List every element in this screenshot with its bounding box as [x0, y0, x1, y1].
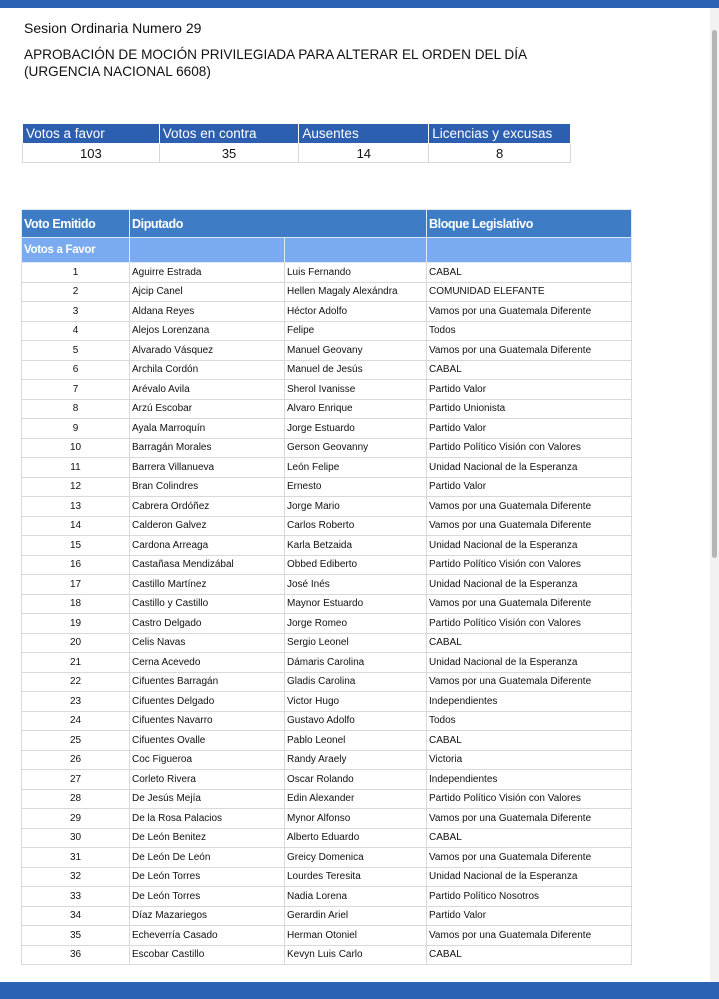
given-name-cell: Alberto Eduardo [285, 828, 427, 848]
bloc-cell: Vamos por una Guatemala Diferente [427, 516, 632, 536]
table-row [22, 926, 632, 946]
table-row [22, 516, 632, 536]
given-name-cell: Kevyn Luis Carlo [285, 945, 427, 965]
surname-cell: Archila Cordón [130, 360, 285, 380]
summary-value-row [23, 144, 571, 163]
vote-number: 24 [22, 711, 130, 731]
surname-cell: Aldana Reyes [130, 302, 285, 322]
given-name-cell: Karla Betzaida [285, 536, 427, 556]
vote-number: 15 [22, 536, 130, 556]
surname-cell: Arzú Escobar [130, 399, 285, 419]
given-name-cell: Felipe [285, 321, 427, 341]
bloc-cell: Vamos por una Guatemala Diferente [427, 497, 632, 517]
vote-number: 35 [22, 926, 130, 946]
table-row [22, 282, 632, 302]
surname-cell: Arévalo Avila [130, 380, 285, 400]
vote-number: 23 [22, 692, 130, 712]
surname-cell: Echeverría Casado [130, 926, 285, 946]
section-row-votos-a-favor [22, 238, 632, 263]
surname-cell: Cifuentes Delgado [130, 692, 285, 712]
summary-header-contra: Votos en contra [159, 124, 299, 144]
vote-number: 25 [22, 731, 130, 751]
bloc-cell: Partido Unionista [427, 399, 632, 419]
bloc-cell: Partido Valor [427, 380, 632, 400]
motion-title-line-1: APROBACIÓN DE MOCIÓN PRIVILEGIADA PARA ALTERAR EL ORDEN DEL DÍA [24, 47, 528, 62]
surname-cell: Celis Navas [130, 633, 285, 653]
given-name-cell: Herman Otoniel [285, 926, 427, 946]
table-row [22, 770, 632, 790]
surname-cell: Corleto Rivera [130, 770, 285, 790]
bloc-cell: CABAL [427, 731, 632, 751]
surname-cell: Coc Figueroa [130, 750, 285, 770]
motion-title-line-2: (URGENCIA NACIONAL 6608) [24, 64, 211, 79]
bloc-cell: Vamos por una Guatemala Diferente [427, 809, 632, 829]
surname-cell: De León Torres [130, 887, 285, 907]
bloc-cell: Independientes [427, 770, 632, 790]
surname-cell: Bran Colindres [130, 477, 285, 497]
given-name-cell: Dámaris Carolina [285, 653, 427, 673]
table-row [22, 809, 632, 829]
bloc-cell: Todos [427, 711, 632, 731]
surname-cell: Alvarado Vásquez [130, 341, 285, 361]
table-row [22, 321, 632, 341]
bloc-cell: CABAL [427, 945, 632, 965]
bloc-cell: Unidad Nacional de la Esperanza [427, 575, 632, 595]
bloc-cell: Partido Valor [427, 419, 632, 439]
given-name-cell: Maynor Estuardo [285, 594, 427, 614]
table-row [22, 555, 632, 575]
vote-number: 12 [22, 477, 130, 497]
bloc-cell: Vamos por una Guatemala Diferente [427, 341, 632, 361]
votes-header-row [22, 210, 632, 238]
vote-number: 8 [22, 399, 130, 419]
table-row [22, 906, 632, 926]
surname-cell: Ajcip Canel [130, 282, 285, 302]
section-empty-cell [285, 238, 427, 263]
vote-number: 2 [22, 282, 130, 302]
surname-cell: Cabrera Ordóñez [130, 497, 285, 517]
vote-number: 33 [22, 887, 130, 907]
session-label: Sesion Ordinaria Numero 29 [24, 20, 202, 36]
vote-number: 9 [22, 419, 130, 439]
summary-header-ausentes: Ausentes [299, 124, 429, 144]
given-name-cell: Carlos Roberto [285, 516, 427, 536]
table-row [22, 302, 632, 322]
vote-number: 19 [22, 614, 130, 634]
surname-cell: Escobar Castillo [130, 945, 285, 965]
summary-value-favor: 103 [23, 144, 160, 163]
vote-number: 22 [22, 672, 130, 692]
given-name-cell: Obbed Ediberto [285, 555, 427, 575]
summary-header-favor: Votos a favor [23, 124, 160, 144]
given-name-cell: Gladis Carolina [285, 672, 427, 692]
bloc-cell: Partido Político Visión con Valores [427, 555, 632, 575]
bloc-cell: Vamos por una Guatemala Diferente [427, 594, 632, 614]
given-name-cell: Lourdes Teresita [285, 867, 427, 887]
bloc-cell: Victoria [427, 750, 632, 770]
bottom-bar [0, 982, 719, 999]
table-row [22, 672, 632, 692]
bloc-cell: CABAL [427, 633, 632, 653]
surname-cell: Díaz Mazariegos [130, 906, 285, 926]
scrollbar-thumb[interactable] [712, 30, 717, 558]
given-name-cell: Jorge Estuardo [285, 419, 427, 439]
scrollbar-track[interactable] [710, 8, 719, 982]
summary-header-licencias: Licencias y excusas [429, 124, 571, 144]
vote-number: 14 [22, 516, 130, 536]
surname-cell: Barragán Morales [130, 438, 285, 458]
table-row [22, 458, 632, 478]
section-empty-cell [427, 238, 632, 263]
bloc-cell: Partido Político Nosotros [427, 887, 632, 907]
given-name-cell: José Inés [285, 575, 427, 595]
given-name-cell: Luis Fernando [285, 263, 427, 283]
vote-number: 5 [22, 341, 130, 361]
bloc-cell: Vamos por una Guatemala Diferente [427, 926, 632, 946]
vote-number: 4 [22, 321, 130, 341]
bloc-cell: CABAL [427, 263, 632, 283]
given-name-cell: León Felipe [285, 458, 427, 478]
section-label: Votos a Favor [22, 238, 130, 263]
top-bar [0, 0, 719, 8]
table-row [22, 575, 632, 595]
bloc-cell: Vamos por una Guatemala Diferente [427, 302, 632, 322]
table-row [22, 867, 632, 887]
table-row [22, 711, 632, 731]
votes-table-body [22, 263, 632, 965]
bloc-cell: CABAL [427, 828, 632, 848]
vote-number: 18 [22, 594, 130, 614]
vote-number: 26 [22, 750, 130, 770]
table-row [22, 828, 632, 848]
vote-number: 10 [22, 438, 130, 458]
vote-number: 27 [22, 770, 130, 790]
bloc-cell: Unidad Nacional de la Esperanza [427, 458, 632, 478]
vote-number: 3 [22, 302, 130, 322]
bloc-cell: Partido Político Visión con Valores [427, 614, 632, 634]
table-row [22, 399, 632, 419]
table-row [22, 477, 632, 497]
table-row [22, 731, 632, 751]
vote-summary-table [22, 123, 571, 163]
surname-cell: Castañasa Mendizábal [130, 555, 285, 575]
given-name-cell: Gustavo Adolfo [285, 711, 427, 731]
vote-number: 7 [22, 380, 130, 400]
bloc-cell: CABAL [427, 360, 632, 380]
vote-number: 32 [22, 867, 130, 887]
given-name-cell: Oscar Rolando [285, 770, 427, 790]
header-bloque: Bloque Legislativo [427, 210, 632, 238]
vote-number: 36 [22, 945, 130, 965]
vote-number: 29 [22, 809, 130, 829]
bloc-cell: Unidad Nacional de la Esperanza [427, 536, 632, 556]
surname-cell: De León De León [130, 848, 285, 868]
bloc-cell: Partido Político Visión con Valores [427, 438, 632, 458]
surname-cell: Ayala Marroquín [130, 419, 285, 439]
table-row [22, 633, 632, 653]
given-name-cell: Jorge Romeo [285, 614, 427, 634]
table-row [22, 536, 632, 556]
table-row [22, 380, 632, 400]
surname-cell: Alejos Lorenzana [130, 321, 285, 341]
given-name-cell: Edin Alexander [285, 789, 427, 809]
vote-number: 17 [22, 575, 130, 595]
vote-number: 16 [22, 555, 130, 575]
surname-cell: Cardona Arreaga [130, 536, 285, 556]
given-name-cell: Ernesto [285, 477, 427, 497]
summary-value-ausentes: 14 [299, 144, 429, 163]
given-name-cell: Gerson Geovanny [285, 438, 427, 458]
given-name-cell: Alvaro Enrique [285, 399, 427, 419]
bloc-cell: Unidad Nacional de la Esperanza [427, 867, 632, 887]
table-row [22, 263, 632, 283]
section-empty-cell [130, 238, 285, 263]
given-name-cell: Héctor Adolfo [285, 302, 427, 322]
given-name-cell: Sergio Leonel [285, 633, 427, 653]
surname-cell: Aguirre Estrada [130, 263, 285, 283]
table-row [22, 653, 632, 673]
bloc-cell: COMUNIDAD ELEFANTE [427, 282, 632, 302]
surname-cell: Cifuentes Ovalle [130, 731, 285, 751]
table-row [22, 692, 632, 712]
vote-number: 30 [22, 828, 130, 848]
table-row [22, 438, 632, 458]
table-row [22, 945, 632, 965]
surname-cell: Cifuentes Barragán [130, 672, 285, 692]
bloc-cell: Partido Político Visión con Valores [427, 789, 632, 809]
table-row [22, 614, 632, 634]
bloc-cell: Todos [427, 321, 632, 341]
surname-cell: Castillo y Castillo [130, 594, 285, 614]
vote-number: 34 [22, 906, 130, 926]
surname-cell: Castro Delgado [130, 614, 285, 634]
bloc-cell: Vamos por una Guatemala Diferente [427, 848, 632, 868]
table-row [22, 419, 632, 439]
given-name-cell: Randy Araely [285, 750, 427, 770]
table-row [22, 360, 632, 380]
surname-cell: De la Rosa Palacios [130, 809, 285, 829]
given-name-cell: Hellen Magaly Alexándra [285, 282, 427, 302]
given-name-cell: Pablo Leonel [285, 731, 427, 751]
summary-value-contra: 35 [159, 144, 299, 163]
table-row [22, 341, 632, 361]
summary-value-licencias: 8 [429, 144, 571, 163]
table-row [22, 594, 632, 614]
bloc-cell: Partido Valor [427, 477, 632, 497]
bloc-cell: Unidad Nacional de la Esperanza [427, 653, 632, 673]
table-row [22, 848, 632, 868]
given-name-cell: Greicy Domenica [285, 848, 427, 868]
table-row [22, 750, 632, 770]
summary-header-row [23, 124, 571, 144]
header-diputado: Diputado [130, 210, 427, 238]
surname-cell: Castillo Martínez [130, 575, 285, 595]
table-row [22, 497, 632, 517]
vote-number: 1 [22, 263, 130, 283]
given-name-cell: Manuel Geovany [285, 341, 427, 361]
surname-cell: De Jesús Mejía [130, 789, 285, 809]
given-name-cell: Manuel de Jesús [285, 360, 427, 380]
surname-cell: De León Benitez [130, 828, 285, 848]
vote-number: 6 [22, 360, 130, 380]
vote-number: 28 [22, 789, 130, 809]
bloc-cell: Partido Valor [427, 906, 632, 926]
surname-cell: Calderon Galvez [130, 516, 285, 536]
votes-table [21, 209, 632, 965]
given-name-cell: Jorge Mario [285, 497, 427, 517]
given-name-cell: Victor Hugo [285, 692, 427, 712]
given-name-cell: Gerardin Ariel [285, 906, 427, 926]
surname-cell: Cifuentes Navarro [130, 711, 285, 731]
bloc-cell: Vamos por una Guatemala Diferente [427, 672, 632, 692]
table-row [22, 887, 632, 907]
vote-number: 13 [22, 497, 130, 517]
bloc-cell: Independientes [427, 692, 632, 712]
vote-number: 11 [22, 458, 130, 478]
given-name-cell: Nadia Lorena [285, 887, 427, 907]
header-voto-emitido: Voto Emitido [22, 210, 130, 238]
vote-number: 20 [22, 633, 130, 653]
surname-cell: Cerna Acevedo [130, 653, 285, 673]
surname-cell: Barrera Villanueva [130, 458, 285, 478]
motion-title [24, 46, 624, 80]
vote-number: 21 [22, 653, 130, 673]
surname-cell: De León Torres [130, 867, 285, 887]
vote-number: 31 [22, 848, 130, 868]
given-name-cell: Sherol Ivanisse [285, 380, 427, 400]
table-row [22, 789, 632, 809]
given-name-cell: Mynor Alfonso [285, 809, 427, 829]
